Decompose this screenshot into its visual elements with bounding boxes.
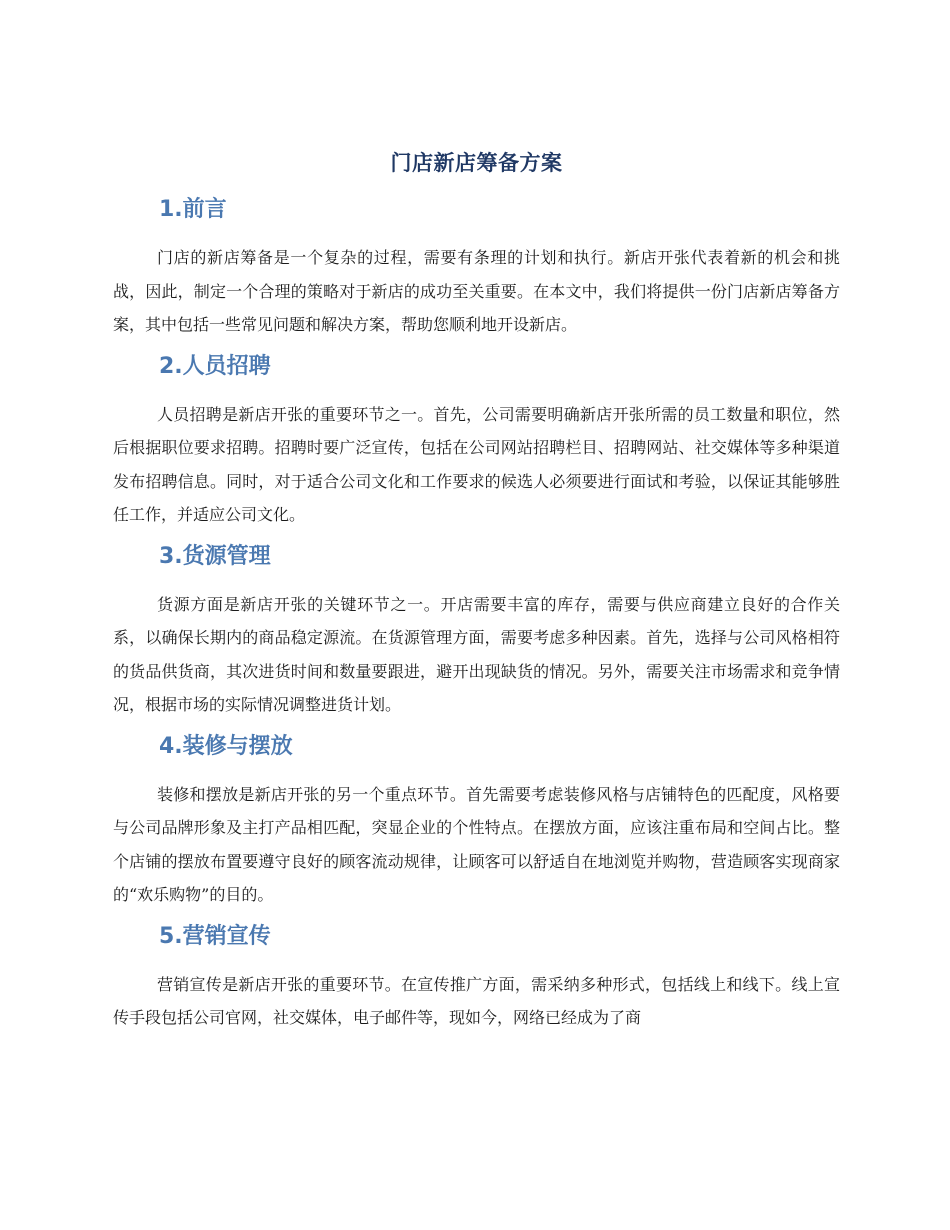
section-preface	[113, 193, 840, 342]
section-marketing	[113, 920, 840, 1035]
section-supply	[113, 540, 840, 722]
section-body: 营销宣传是新店开张的重要环节。在宣传推广方面，需采纳多种形式，包括线上和线下。线上宣传手段包括公司官网，社交媒体，电子邮件等，现如今，网络已经成为了商	[113, 974, 840, 1027]
section-body: 装修和摆放是新店开张的另一个重点环节。首先需要考虑装修风格与店铺特色的匹配度，风格要与公司品牌形象及主打产品相匹配，突显企业的个性特点。在摆放方面，应该注重布局和空间占比。整个店铺的摆放布置要遵守良好的顾客流动规律，让顾客可以舒适自在地浏览并购物，营造顾客实现商家的“欢乐购物”的目的。	[113, 784, 840, 904]
section-heading: 5.营销宣传	[159, 923, 271, 949]
section-decoration	[113, 730, 840, 912]
section-heading: 2.人员招聘	[159, 353, 271, 379]
section-heading: 1.前言	[159, 197, 227, 222]
section-recruitment	[113, 350, 840, 532]
section-heading: 3.货源管理	[159, 543, 271, 569]
section-heading: 4.装修与摆放	[159, 733, 293, 759]
section-body: 门店的新店筹备是一个复杂的过程，需要有条理的计划和执行。新店开张代表着新的机会和挑战，因此，制定一个合理的策略对于新店的成功至关重要。在本文中，我们将提供一份门店新店筹备方案，其中包括一些常见问题和解决方案，帮助您顺利地开设新店。	[113, 248, 840, 334]
section-body: 人员招聘是新店开张的重要环节之一。首先，公司需要明确新店开张所需的员工数量和职位，然后根据职位要求招聘。招聘时要广泛宣传，包括在公司网站招聘栏目、招聘网站、社交媒体等多种渠道发布招聘信息。同时，对于适合公司文化和工作要求的候选人必须要进行面试和考验，以保证其能够胜任工作，并适应公司文化。	[113, 404, 840, 524]
section-body: 货源方面是新店开张的关键环节之一。开店需要丰富的库存，需要与供应商建立良好的合作关系，以确保长期内的商品稳定源流。在货源管理方面，需要考虑多种因素。首先，选择与公司风格相符的货品供货商，其次进货时间和数量要跟进，避开出现缺货的情况。另外，需要关注市场需求和竞争情况，根据市场的实际情况调整进货计划。	[113, 594, 840, 714]
document-page	[113, 145, 840, 1043]
document-title: 门店新店筹备方案	[390, 151, 563, 175]
